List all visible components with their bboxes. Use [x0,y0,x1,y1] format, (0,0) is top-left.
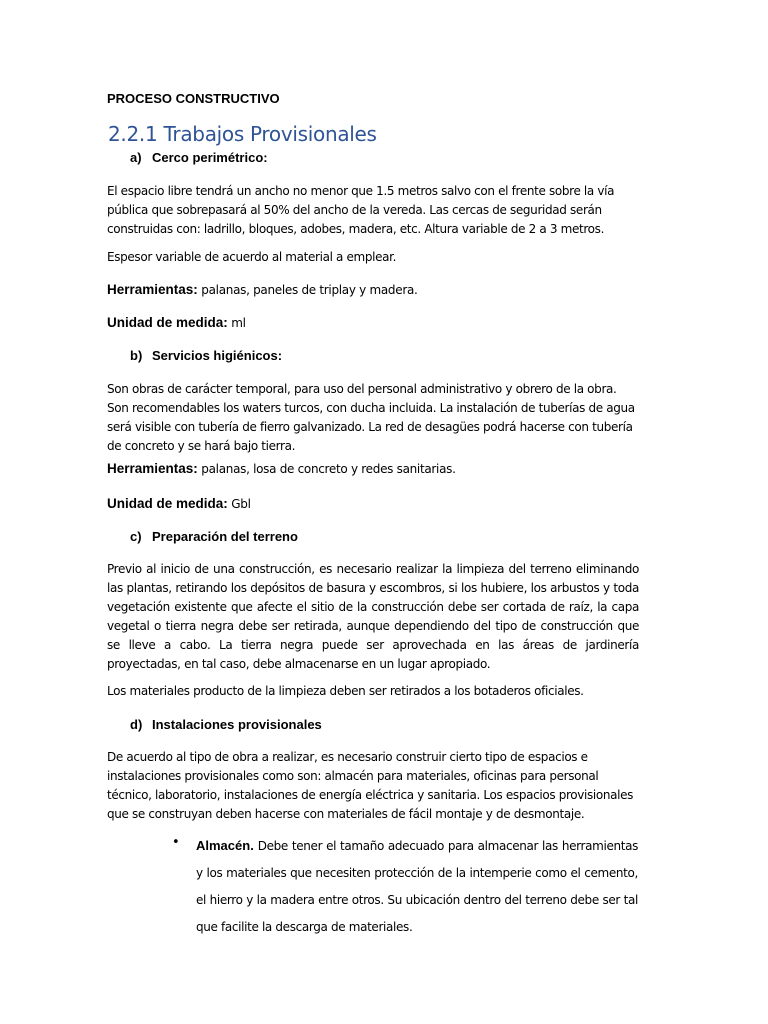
subsection-a-paragraph-1: El espacio libre tendrá un ancho no menor que 1.5 metros salvo con el frente sobre la vía pública que sobrepasará al 50% del ancho de la vereda. Las cercas de seguridad serán construidas con: ladrillo, bloques, adobes, madera, etc. Altura variable de 2 a 3 metros. [107,184,615,236]
unit-value: ml [227,316,246,330]
tools-value: palanas, paneles de triplay y madera. [197,283,418,297]
unit-label: Unidad de medida: [107,315,228,330]
bullet-label: Almacén. [196,838,254,853]
subsection-a-letter: a) [130,150,142,165]
unit-label: Unidad de medida: [107,496,228,511]
section-heading: 2.2.1 Trabajos Provisionales [108,122,377,146]
bullet-item-almacen [196,832,638,941]
subsection-b-heading [130,348,282,363]
subsection-a-unit [107,315,246,330]
subsection-d-title: Instalaciones provisionales [152,717,322,732]
subsection-c-paragraph-1: Previo al inicio de una construcción, es necesario realizar la limpieza del terreno eliminando las plantas, retirando los depósitos de basura y escombros, si los hubiere, los arbustos y toda vegetación existente que afecte el sitio de la construcción debe ser cortada de raíz, la capa vegetal o tierra negra debe ser retirada, aunque dependiendo del tipo de construcción que se lleve a cabo. La tierra negra puede ser aprovechada en las áreas de jardinería proyectadas, en tal caso, debe almacenarse en un lugar apropiado. [107,562,639,671]
bullet-icon: • [172,835,180,850]
subsection-b-paragraph-1: Son obras de carácter temporal, para uso del personal administrativo y obrero de la obra. Son recomendables los waters turcos, con ducha incluida. La instalación de tuberías de agua será visible con tubería de fierro galvanizado. La red de desagües podrá hacerse con tubería de concreto y se hará bajo tierra. [107,382,635,453]
subsection-a-title: Cerco perimétrico: [152,150,268,165]
subsection-d-letter: d) [130,717,143,732]
tools-value: palanas, losa de concreto y redes sanitarias. [197,462,456,476]
subsection-b-letter: b) [130,348,143,363]
tools-label: Herramientas: [107,282,198,297]
subsection-c-heading [130,529,298,544]
subsection-a-heading [130,150,268,165]
subsection-a-tools [107,282,418,297]
subsection-b-title: Servicios higiénicos: [152,348,283,363]
subsection-c-paragraph-2: Los materiales producto de la limpieza deben ser retirados a los botaderos oficiales. [107,684,584,698]
subsection-c-letter: c) [130,529,142,544]
subsection-b-tools [107,461,456,476]
subsection-b-unit [107,496,251,511]
subsection-d-paragraph-1: De acuerdo al tipo de obra a realizar, es necesario construir cierto tipo de espacios e instalaciones provisionales como son: almacén para materiales, oficinas para personal técnico, laboratorio, instalaciones de energía eléctrica y sanitaria. Los espacios provisionales que se construyan deben hacerse con materiales de fácil montaje y de desmontaje. [107,750,634,821]
tools-label: Herramientas: [107,461,198,476]
subsection-a-paragraph-2: Espesor variable de acuerdo al material a emplear. [107,250,397,264]
unit-value: Gbl [227,497,251,511]
subsection-d-heading [130,717,322,732]
document-title: PROCESO CONSTRUCTIVO [107,91,280,106]
bullet-body: Debe tener el tamaño adecuado para almacenar las herramientas y los materiales que necesiten protección de la intemperie como el cemento, el hierro y la madera entre otros. Su ubicación dentro del terreno debe ser tal que facilite la descarga de materiales. [196,839,638,934]
subsection-c-title: Preparación del terreno [152,529,298,544]
